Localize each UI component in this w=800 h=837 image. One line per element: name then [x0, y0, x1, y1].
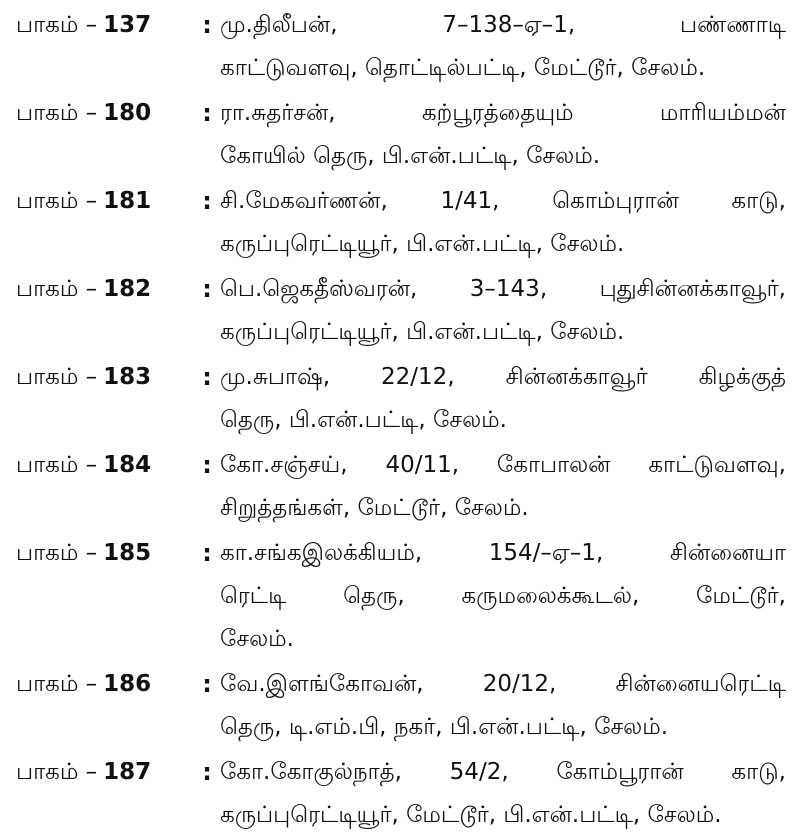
- part-label: [16, 180, 194, 266]
- colon-separator: :: [202, 187, 212, 215]
- part-number: 182: [103, 276, 152, 302]
- part-label: [16, 4, 194, 90]
- colon-separator: :: [202, 670, 212, 698]
- part-prefix: பாகம் –: [16, 100, 98, 126]
- address-line: கருப்புரெட்டியூர், பி.என்.பட்டி, சேலம்.: [220, 231, 625, 257]
- entry-row: [16, 268, 786, 354]
- part-label: [16, 444, 194, 530]
- address-line: சிறுத்தங்கள், மேட்டூர், சேலம்.: [220, 495, 529, 521]
- part-number: 185: [103, 540, 152, 566]
- entry-row: [16, 751, 786, 837]
- colon-separator: :: [202, 99, 212, 127]
- colon-separator: :: [202, 451, 212, 479]
- address-text: [220, 4, 786, 90]
- entry-row: [16, 532, 786, 661]
- address-line: தெரு, டி.எம்.பி, நகர், பி.என்.பட்டி, சேலம்.: [220, 714, 669, 740]
- entry-row: [16, 444, 786, 530]
- part-number: 137: [103, 12, 152, 38]
- part-prefix: பாகம் –: [16, 759, 98, 785]
- address-line: ரா.சுதர்சன், கற்பூரத்தையும் மாரியம்மன்: [220, 100, 786, 126]
- part-label: [16, 92, 194, 178]
- part-prefix: பாகம் –: [16, 188, 98, 214]
- part-label: [16, 532, 194, 661]
- address-line: சி.மேகவர்ணன், 1/41, கொம்புரான் காடு,: [220, 188, 786, 214]
- part-number: 181: [103, 188, 152, 214]
- part-number: 180: [103, 100, 152, 126]
- address-line: வே.இளங்கோவன், 20/12, சின்னையரெட்டி: [220, 671, 786, 697]
- address-line: மு.திலீபன், 7–138–ஏ–1, பண்ணாடி: [220, 12, 786, 38]
- part-prefix: பாகம் –: [16, 276, 98, 302]
- part-prefix: பாகம் –: [16, 540, 98, 566]
- address-line: பெ.ஜெகதீஸ்வரன், 3–143, புதுசின்னக்காவூர்,: [220, 276, 786, 302]
- part-label: [16, 751, 194, 837]
- address-line: கோ.சஞ்சய், 40/11, கோபாலன் காட்டுவளவு,: [220, 452, 786, 478]
- address-line: கருப்புரெட்டியூர், மேட்டூர், பி.என்.பட்டி, சேலம்.: [220, 802, 722, 828]
- address-line: காட்டுவளவு, தொட்டில்பட்டி, மேட்டூர், சேலம்.: [220, 55, 706, 81]
- entry-row: [16, 356, 786, 442]
- address-line: மு.சுபாஷ், 22/12, சின்னக்காவூர் கிழக்குத்: [220, 364, 786, 390]
- entry-list: [16, 4, 786, 837]
- address-text: [220, 92, 786, 178]
- colon-separator: :: [202, 275, 212, 303]
- address-text: [220, 268, 786, 354]
- part-prefix: பாகம் –: [16, 452, 98, 478]
- address-text: [220, 751, 786, 837]
- address-line: தெரு, பி.என்.பட்டி, சேலம்.: [220, 407, 507, 433]
- colon-separator: :: [202, 539, 212, 567]
- address-text: [220, 444, 786, 530]
- address-line: கோ.கோகுல்நாத், 54/2, கோம்பூரான் காடு,: [220, 759, 786, 785]
- colon-separator: :: [202, 363, 212, 391]
- address-line: சேலம்.: [220, 626, 294, 652]
- part-prefix: பாகம் –: [16, 364, 98, 390]
- part-prefix: பாகம் –: [16, 12, 98, 38]
- part-label: [16, 663, 194, 749]
- colon-separator: :: [202, 758, 212, 786]
- entry-row: [16, 4, 786, 90]
- part-number: 186: [103, 671, 152, 697]
- colon-separator: :: [202, 11, 212, 39]
- address-line: கா.சங்கஇலக்கியம், 154/–ஏ–1, சின்னையா: [220, 540, 786, 566]
- address-text: [220, 663, 786, 749]
- part-number: 184: [103, 452, 152, 478]
- part-label: [16, 356, 194, 442]
- address-text: [220, 532, 786, 661]
- part-number: 187: [103, 759, 152, 785]
- part-prefix: பாகம் –: [16, 671, 98, 697]
- address-text: [220, 356, 786, 442]
- address-line: கருப்புரெட்டியூர், பி.என்.பட்டி, சேலம்.: [220, 319, 625, 345]
- part-number: 183: [103, 364, 152, 390]
- address-line: ரெட்டி தெரு, கருமலைக்கூடல், மேட்டூர்,: [220, 583, 786, 609]
- entry-row: [16, 92, 786, 178]
- address-line: கோயில் தெரு, பி.என்.பட்டி, சேலம்.: [220, 143, 601, 169]
- entry-row: [16, 663, 786, 749]
- entry-row: [16, 180, 786, 266]
- part-label: [16, 268, 194, 354]
- address-text: [220, 180, 786, 266]
